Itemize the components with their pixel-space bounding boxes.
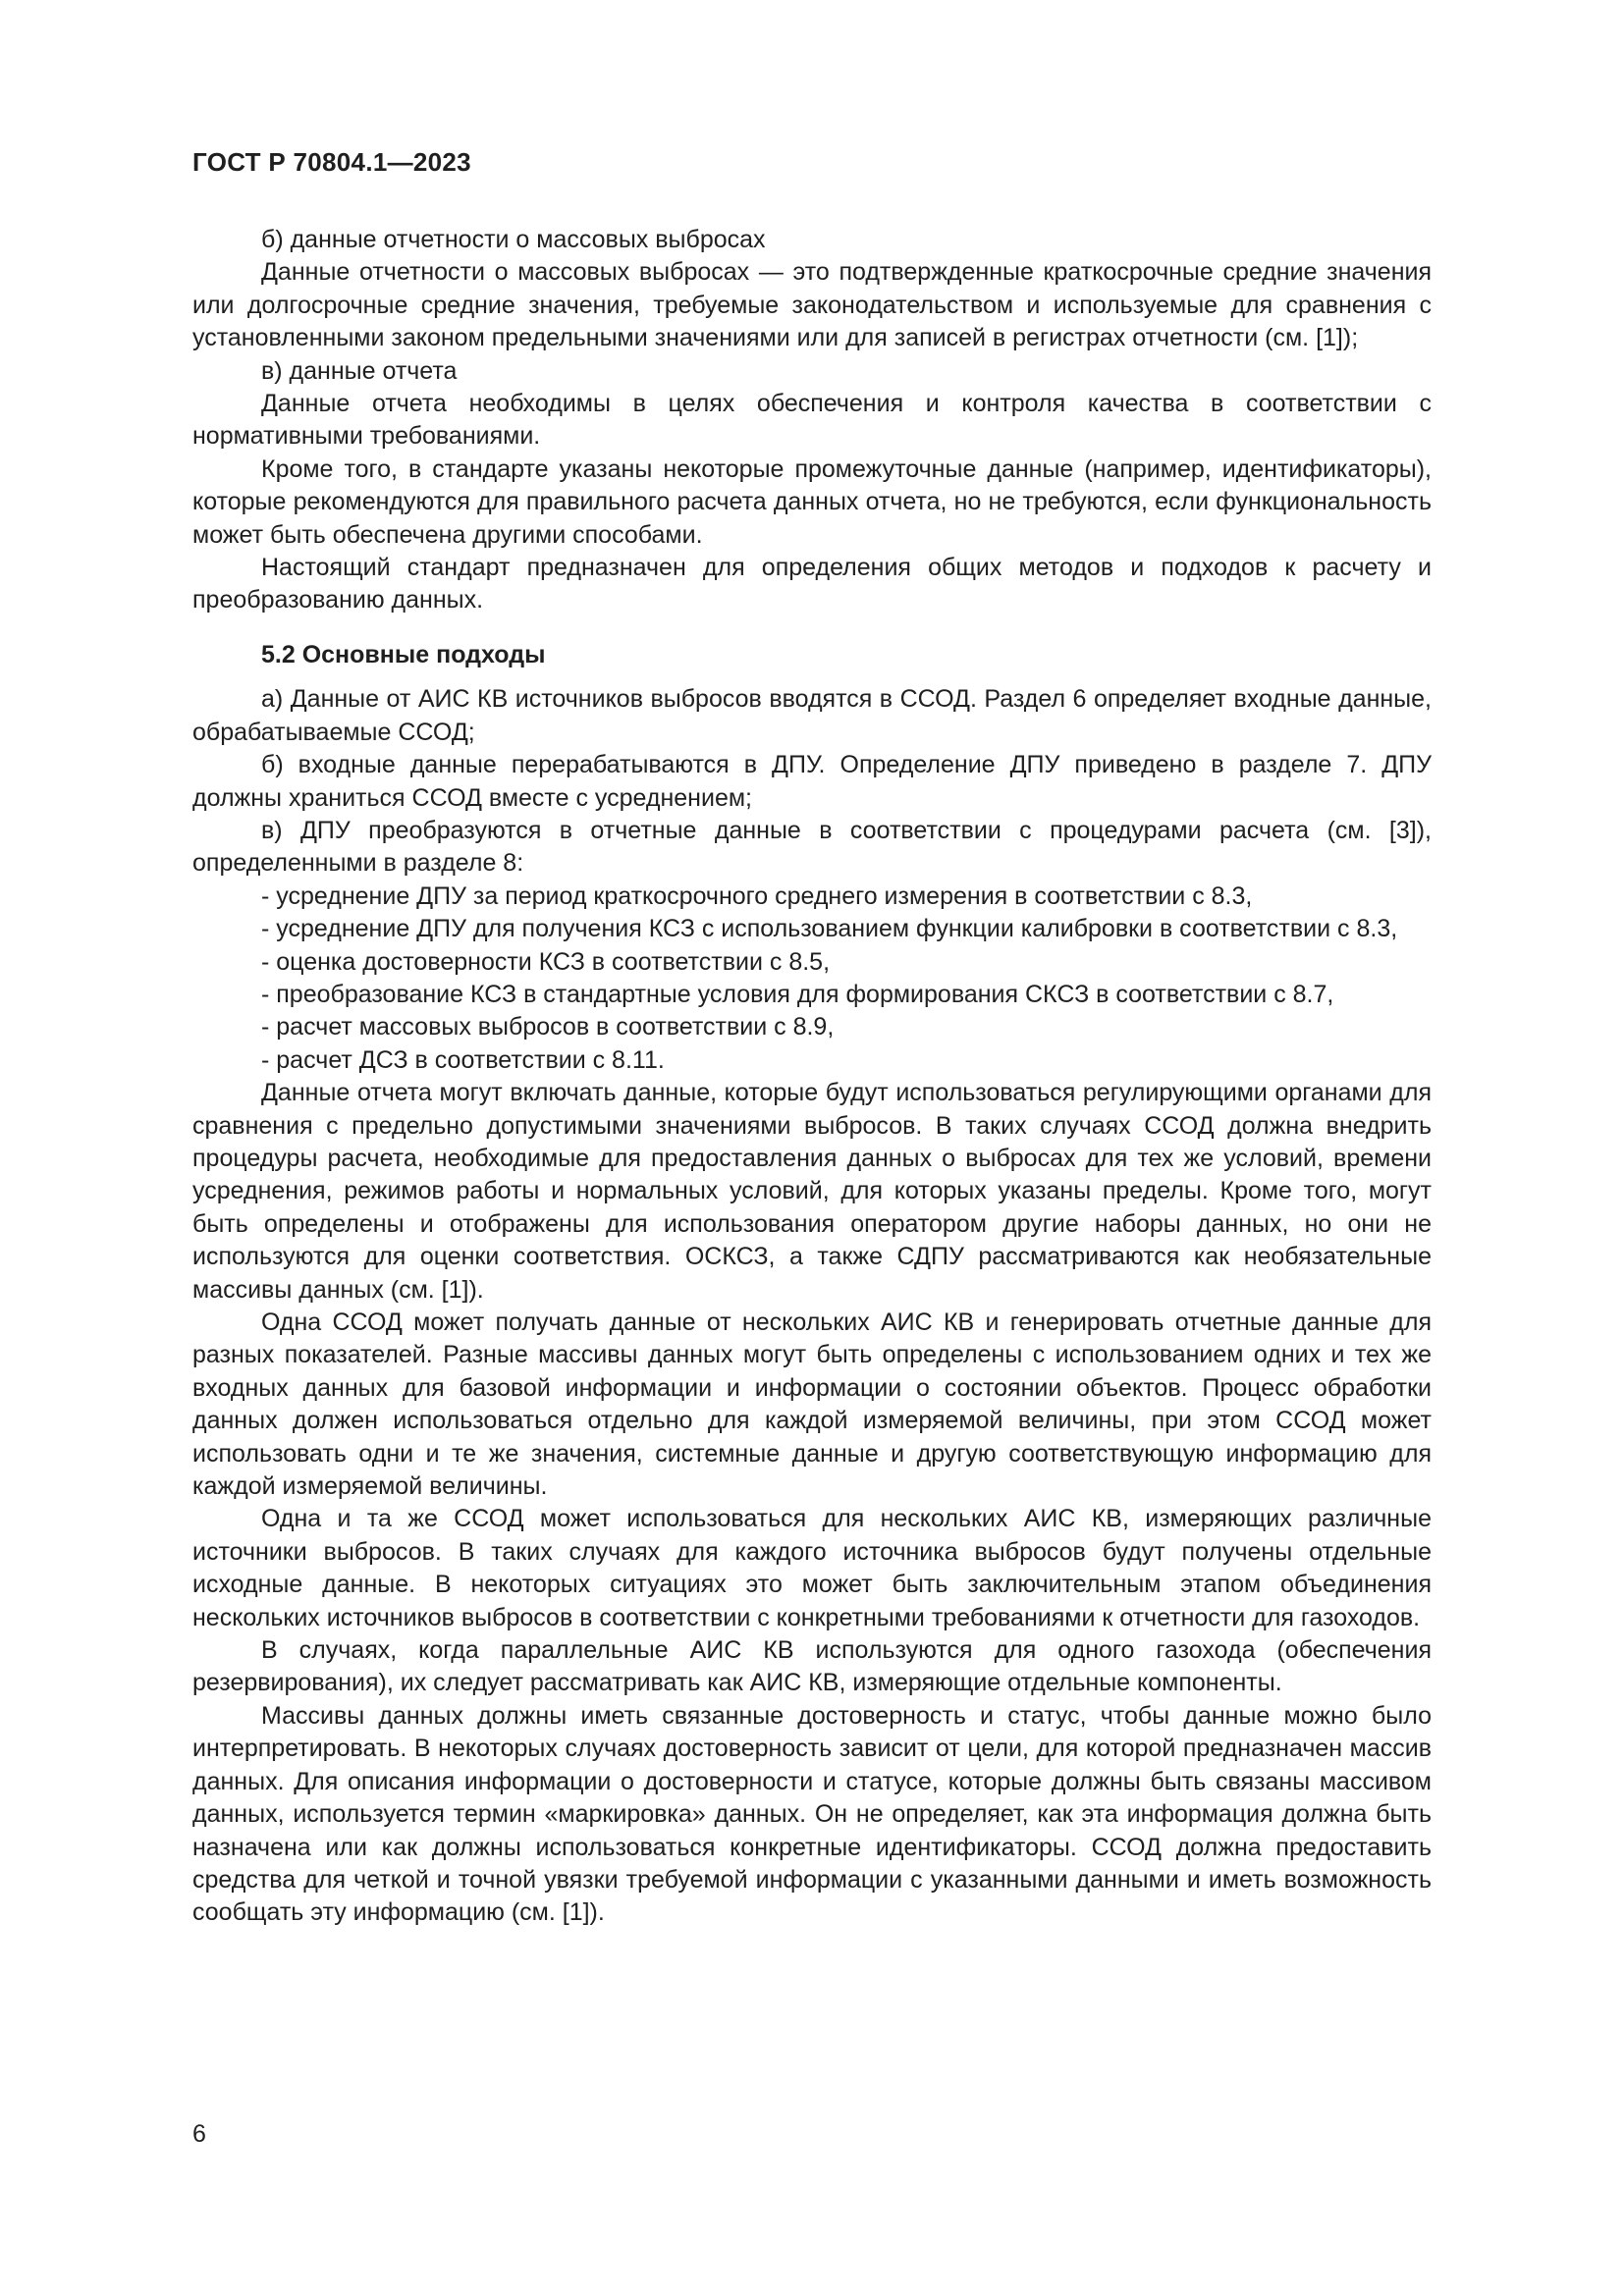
bullet-item: - преобразование КСЗ в стандартные условия для формирования СКСЗ в соответствии с 8.7,: [261, 980, 1334, 1008]
list-item: а) Данные от АИС КВ источников выбросов вводятся в ССОД. Раздел 6 определяет входные данные, обрабатываемые ССОД;: [192, 685, 1432, 746]
paragraph: Одна и та же ССОД может использоваться для нескольких АИС КВ, измеряющих различные источники выбросов. В таких случаях для каждого источника выбросов будут получены отдельные исходные данные. В некоторых ситуациях это может быть заключительным этапом объединения нескольких источников выбросов в соответствии с конкретными требованиями к отчетности для газоходов.: [192, 1505, 1432, 1631]
intro-item-b: б) данные отчетности о массовых выбросах: [261, 226, 766, 253]
bullet-item: - расчет ДСЗ в соответствии с 8.11.: [261, 1045, 665, 1074]
page-number: 6: [192, 2120, 206, 2148]
document-header: ГОСТ Р 70804.1—2023: [192, 147, 471, 177]
section-title: 5.2 Основные подходы: [261, 640, 546, 668]
bullet-item: - оценка достоверности КСЗ в соответствии с 8.5,: [261, 947, 831, 976]
bullet-item: - расчет массовых выбросов в соответствии с 8.9,: [261, 1013, 835, 1041]
paragraph: В случаях, когда параллельные АИС КВ используются для одного газохода (обеспечения резервирования), их следует рассматривать как АИС КВ, измеряющие отдельные компоненты.: [192, 1636, 1432, 1697]
paragraph: Кроме того, в стандарте указаны некоторые промежуточные данные (например, идентификаторы), которые рекомендуются для правильного расчета данных отчета, но не требуются, если функциональность может быть обеспечена другими способами.: [192, 454, 1432, 549]
bullet-item: - усреднение ДПУ для получения КСЗ с использованием функции калибровки в соответствии с 8.3,: [261, 915, 1398, 943]
paragraph: Данные отчетности о массовых выбросах — это подтвержденные краткосрочные средние значения или долгосрочные средние значения, требуемые законодательством и используемые для сравнения с установленными законом предельными значениями или для записей в регистрах отчетности (см. [1]);: [192, 258, 1432, 352]
paragraph: Одна ССОД может получать данные от нескольких АИС КВ и генерировать отчетные данные для разных показателей. Разные массивы данных могут быть определены с использованием одних и тех же входных данных для базовой информации и информации о состоянии объектов. Процесс обработки данных должен использоваться отдельно для каждой измеряемой величины, при этом ССОД может использовать одни и те же значения, системные данные и другую соответствующую информацию для каждой измеряемой величины.: [192, 1308, 1432, 1501]
paragraph: Массивы данных должны иметь связанные достоверность и статус, чтобы данные можно было интерпретировать. В некоторых случаях достоверность зависит от цели, для которой предназначен массив данных. Для описания информации о достоверности и статусе, которые должны быть связаны массивом данных, используется термин «маркировка» данных. Он не определяет, как эта информация должна быть назначена или как должны использоваться конкретные идентификаторы. ССОД должна предоставить средства для четкой и точной увязки требуемой информации с указанными данными и иметь возможность сообщать эту информацию (см. [1]).: [192, 1701, 1432, 1927]
paragraph: Данные отчета могут включать данные, которые будут использоваться регулирующими органами для сравнения с предельно допустимыми значениями выбросов. В таких случаях ССОД должна внедрить процедуры расчета, необходимые для предоставления данных о выбросах для тех же условий, времени усреднения, режимов работы и нормальных условий, для которых указаны пределы. Кроме того, могут быть определены и отображены для использования оператором другие наборы данных, но они не используются для оценки соответствия. ОСКСЗ, а также СДПУ рассматриваются как необязательные массивы данных (см. [1]).: [192, 1079, 1432, 1304]
list-item: в) ДПУ преобразуются в отчетные данные в соответствии с процедурами расчета (см. [3]), определенными в разделе 8:: [192, 816, 1432, 878]
paragraph: Настоящий стандарт предназначен для определения общих методов и подходов к расчету и преобразованию данных.: [192, 554, 1432, 614]
document-body: [192, 224, 1432, 1930]
bullet-item: - усреднение ДПУ за период краткосрочного среднего измерения в соответствии с 8.3,: [261, 881, 1253, 910]
list-item: б) входные данные перерабатываются в ДПУ. Определение ДПУ приведено в разделе 7. ДПУ должны храниться ССОД вместе с усреднением;: [192, 751, 1432, 812]
intro-item-v: в) данные отчета: [261, 356, 458, 385]
paragraph: Данные отчета необходимы в целях обеспечения и контроля качества в соответствии с нормативными требованиями.: [192, 390, 1432, 451]
